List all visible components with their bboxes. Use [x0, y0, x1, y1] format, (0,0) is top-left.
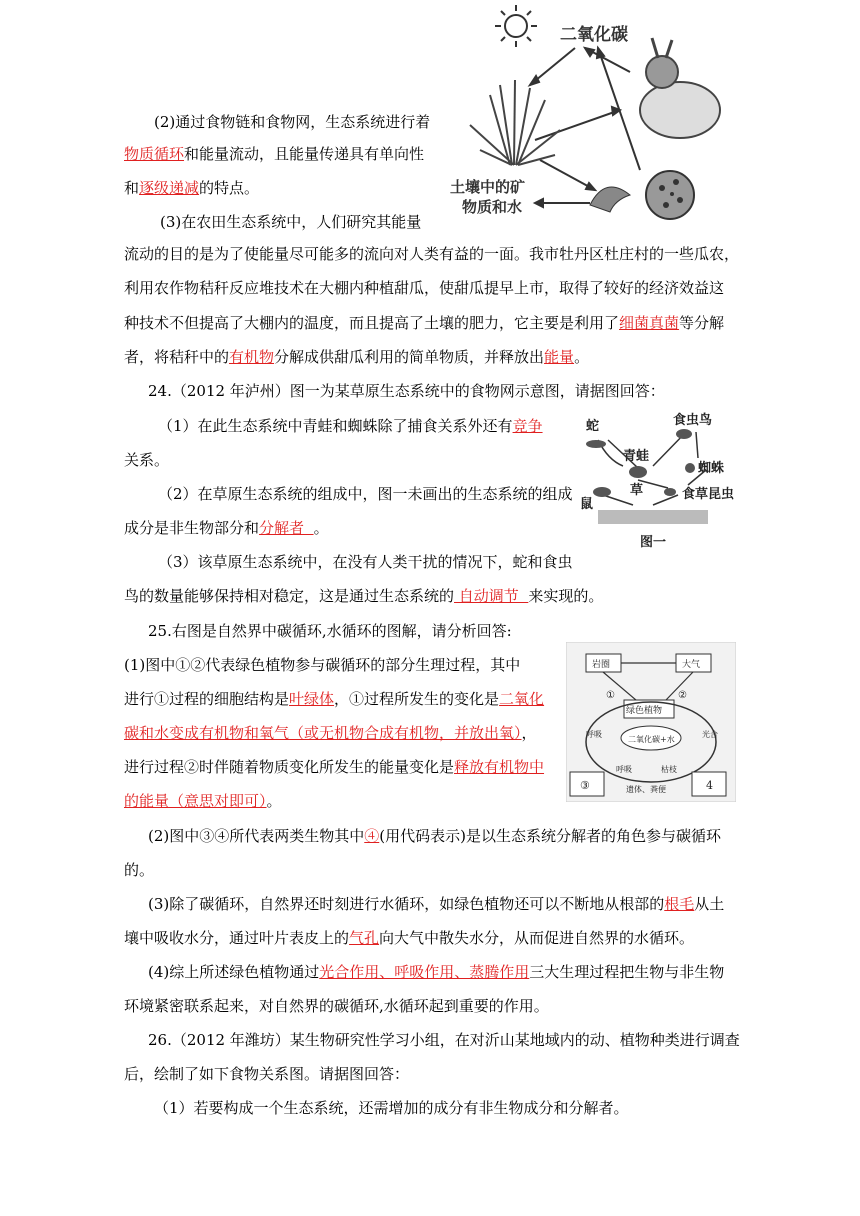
- answer-photosynthesis-change-part1: 二氧化: [499, 690, 545, 708]
- answer-chloroplast: 叶绿体: [289, 690, 335, 708]
- p2-line3: 和逐级递减的特点。: [124, 179, 260, 197]
- label-snake: 蛇: [586, 419, 600, 434]
- answer-release-energy-part2: 的能量（意思对即可）: [124, 792, 267, 810]
- label-bottom-row: 遗体、粪便: [626, 785, 666, 794]
- answer-bacteria-fungi: 细菌真菌: [619, 314, 680, 332]
- q25-1-line2: 进行①过程的细胞结构是叶绿体，①过程所发生的变化是二氧化: [124, 690, 545, 708]
- snake-icon: [586, 440, 606, 448]
- soil-label-line2: 物质和水: [462, 198, 523, 216]
- rabbit-icon: [640, 38, 720, 138]
- decomposer-icon: [590, 171, 694, 219]
- figure-caption: 图一: [640, 535, 667, 550]
- q24-3-line1: （3）该草原生态系统中，在没有人类干扰的情况下，蛇和食虫: [158, 553, 573, 571]
- sun-icon: [495, 5, 537, 47]
- label-bird: 食虫鸟: [673, 413, 713, 428]
- answer-organic-matter: 有机物: [229, 348, 275, 366]
- label-left-arc: 呼吸: [586, 730, 602, 739]
- p2-line1: (2)通过食物链和食物网，生态系统进行着: [154, 113, 431, 131]
- q25-3-line1: (3)除了碳循环，自然界还时刻进行水循环，如绿色植物还可以不断地从根部的根毛从土: [148, 895, 725, 913]
- answer-material-cycle: 物质循环: [124, 145, 185, 163]
- answer-decrease: 逐级递减: [139, 179, 200, 197]
- answer-competition: 竞争: [512, 417, 543, 435]
- mark-1: ①: [606, 690, 615, 701]
- label-right-arc: 光合: [702, 730, 718, 739]
- carbon-cycle-figure: [566, 642, 736, 802]
- q25-1-line4: 进行过程②时伴随着物质变化所发生的能量变化是释放有机物中: [124, 758, 545, 776]
- q24-2-line2: 成分是非生物部分和分解者 。: [124, 519, 329, 537]
- answer-self-regulation: 自动调节: [454, 587, 529, 605]
- soil-label-line1: 土壤中的矿: [450, 178, 526, 196]
- label-circle4: 4: [706, 779, 713, 792]
- answer-stomata: 气孔: [349, 929, 380, 947]
- label-insect: 食草昆虫: [682, 487, 735, 502]
- grass-icon: [598, 510, 708, 524]
- co2-label: 二氧化碳: [560, 25, 628, 45]
- mouse-icon: [593, 487, 611, 497]
- q25-3-line2: 壤中吸收水分，通过叶片表皮上的气孔向大气中散失水分，从而促进自然界的水循环。: [124, 929, 695, 947]
- mark-2: ②: [678, 690, 687, 701]
- label-air: 大气: [682, 660, 701, 670]
- bird-icon: [676, 429, 692, 439]
- answer-root-hair: 根毛: [664, 895, 695, 913]
- q25-4-line2: 环境紧密联系起来，对自然界的碳循环,水循环起到重要的作用。: [124, 997, 549, 1015]
- q26-title: 26.（2012 年潍坊）某生物研究性学习小组，在对沂山某地域内的动、植物种类进行调查: [148, 1031, 740, 1049]
- label-center: 二氧化碳+水: [628, 735, 675, 744]
- insect-icon: [664, 488, 676, 496]
- q26-1: （1）若要构成一个生态系统，还需增加的成分有非生物成分和分解者。: [154, 1099, 629, 1117]
- q24-title: 24.（2012 年泸州）图一为某草原生态系统中的食物网示意图，请据图回答：: [148, 382, 665, 400]
- ecosystem-cycle-figure: [440, 0, 740, 225]
- q25-title: 25.右图是自然界中碳循环,水循环的图解，请分析回答:: [148, 622, 512, 640]
- answer-decomposer: 分解者: [259, 519, 314, 537]
- plant-icon: [470, 80, 560, 165]
- q25-1-line5: 的能量（意思对即可）。: [124, 792, 282, 810]
- answer-code-4: ④: [364, 827, 380, 845]
- p3-line5: 者，将秸秆中的有机物分解成供甜瓜利用的简单物质，并释放出能量。: [124, 348, 590, 366]
- q25-2-line2: 的。: [124, 861, 155, 879]
- p2-line2: 物质循环和能量流动，且能量传递具有单向性: [124, 145, 425, 163]
- q26-line2: 后，绘制了如下食物关系图。请据图回答：: [124, 1065, 410, 1083]
- label-bottom-mid: 枯枝: [661, 765, 677, 774]
- spider-icon: [685, 463, 695, 473]
- label-circle3: ③: [580, 779, 590, 792]
- q24-2-line1: （2）在草原生态系统的组成中，图一未画出的生态系统的组成: [158, 485, 573, 503]
- q25-4-line1: (4)综上所述绿色植物通过光合作用、呼吸作用、蒸腾作用三大生理过程把生物与非生物: [148, 963, 725, 981]
- label-spider: 蜘蛛: [698, 461, 725, 476]
- label-bottom-left: 呼吸: [616, 765, 632, 774]
- q24-1-line2: 关系。: [124, 451, 170, 469]
- label-rock: 岩圈: [592, 660, 611, 670]
- label-plant: 绿色植物: [626, 706, 663, 716]
- p3-line4: 种技术不但提高了大棚内的温度，而且提高了土壤的肥力，它主要是利用了细菌真菌等分解: [124, 314, 725, 332]
- answer-three-processes: 光合作用、呼吸作用、蒸腾作用: [319, 963, 530, 981]
- q25-2-line1: (2)图中③④所代表两类生物其中④(用代码表示)是以生态系统分解者的角色参与碳循环: [148, 827, 721, 845]
- answer-photosynthesis-change-part2: 碳和水变成有机物和氧气（或无机物合成有机物，并放出氧）: [124, 724, 522, 742]
- p3-line1: (3)在农田生态系统中，人们研究其能量: [160, 213, 422, 231]
- answer-energy: 能量: [544, 348, 575, 366]
- q24-3-line2: 鸟的数量能够保持相对稳定，这是通过生态系统的 自动调节 来实现的。: [124, 587, 604, 605]
- q24-1-line1: （1）在此生态系统中青蛙和蜘蛛除了捕食关系外还有竞争: [158, 417, 543, 435]
- q25-1-line3: 碳和水变成有机物和氧气（或无机物合成有机物，并放出氧），: [124, 724, 537, 742]
- food-web-figure: [578, 410, 738, 555]
- frog-icon: [629, 466, 647, 478]
- p3-line2: 流动的目的是为了使能量尽可能多的流向对人类有益的一面。我市牡丹区杜庄村的一些瓜农，: [124, 245, 740, 263]
- p3-line3: 利用农作物秸秆反应堆技术在大棚内种植甜瓜，使甜瓜提早上市，取得了较好的经济效益这: [124, 279, 725, 297]
- q25-1-line1: (1)图中①②代表绿色植物参与碳循环的部分生理过程，其中: [124, 656, 521, 674]
- label-grass: 草: [630, 483, 644, 498]
- label-mouse: 鼠: [580, 497, 594, 512]
- label-frog: 青蛙: [623, 449, 650, 464]
- answer-release-energy-part1: 释放有机物中: [454, 758, 545, 776]
